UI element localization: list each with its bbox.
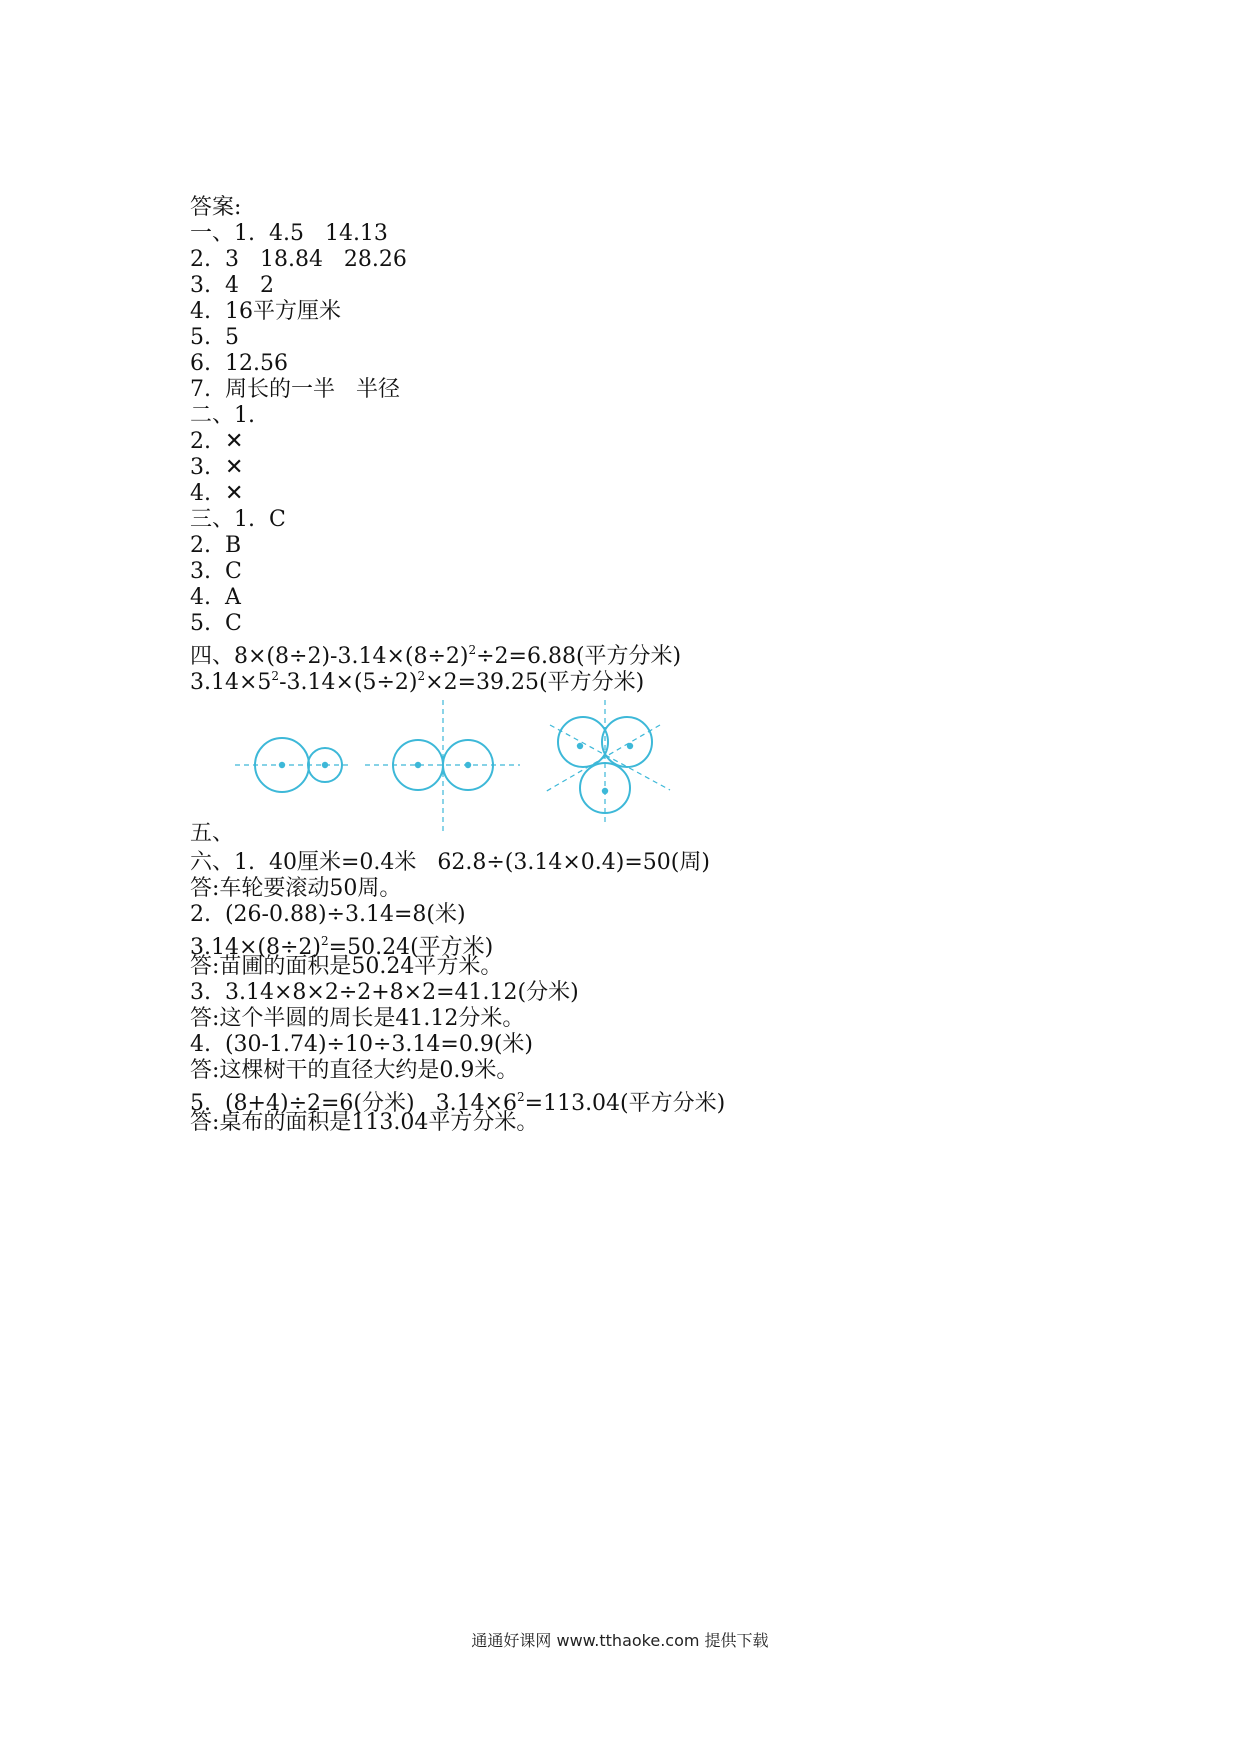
answers-sections-1-3 — [190, 195, 1090, 695]
center-dot — [602, 788, 608, 794]
answer-line: $3.14\times(8\div 2)^2=50.24$(平方米) — [190, 934, 494, 960]
center-dot — [465, 762, 471, 768]
circle-top-right — [602, 717, 652, 767]
answer-line: 2. 3 18.84 28.26 — [190, 247, 407, 272]
answer-line: 6. 12.56 — [190, 351, 288, 376]
answer-line: 3. 3.14×8×2÷2+8×2=41.12(分米) — [190, 980, 579, 1005]
answer-line: 5. (8+4)÷2=6(分米) $3.14\times 6^2=113.04$(平方分米) — [190, 1090, 726, 1116]
answer-line: 3. 4 2 — [190, 273, 274, 298]
symmetry-circles-figure — [225, 700, 685, 840]
answer-line: 答:车轮要滚动50周。 — [190, 876, 402, 901]
answer-line: 4. (30-1.74)÷10÷3.14=0.9(米) — [190, 1032, 533, 1057]
answer-line: 2. (26-0.88)÷3.14=8(米) — [190, 902, 466, 927]
center-dot — [415, 762, 421, 768]
footer-credit: 通通好课网 www.tthaoke.com 提供下载 — [471, 1631, 769, 1650]
answer-line: 二、1. — [190, 403, 255, 428]
answer-line: 三、1. C — [190, 507, 286, 532]
section4-line2: $3.14\times 5^2-3.14\times(5\div 2)^2\times 2=39.25$(平方分米) — [190, 669, 645, 695]
answer-line: 3. ✕ — [190, 455, 244, 480]
answer-line: 2. B — [190, 533, 242, 558]
circle-top-left — [558, 717, 608, 767]
answer-line: 4. 16平方厘米 — [190, 299, 341, 324]
center-dot — [322, 762, 328, 768]
answer-line: 答:这个半圆的周长是41.12分米。 — [190, 1006, 525, 1031]
answer-line: 一、1. 4.5 14.13 — [190, 221, 388, 246]
answer-line: 4. A — [190, 585, 241, 610]
answer-line: 5. 5 — [190, 325, 239, 350]
answer-line: 7. 周长的一半 半径 — [190, 377, 400, 402]
answer-line: 2. ✕ — [190, 429, 244, 454]
section4-line1: 四、$8\times(8\div 2)-3.14\times(8\div 2)^2\div 2=6.88$(平方分米) — [190, 643, 682, 669]
center-dot — [279, 762, 285, 768]
answer-line: 3. C — [190, 559, 242, 584]
center-dot — [577, 743, 583, 749]
answer-title: 答案: — [190, 195, 242, 220]
axis-line — [550, 725, 670, 790]
answer-line: 六、1. 40厘米=0.4米 62.8÷(3.14×0.4)=50(周) — [190, 850, 710, 875]
answer-line: 5. C — [190, 611, 242, 636]
answers-section-6 — [190, 850, 1090, 1136]
answer-line: 4. ✕ — [190, 481, 244, 506]
answer-line: 答:这棵树干的直径大约是0.9米。 — [190, 1058, 519, 1083]
answer-line: 答:桌布的面积是113.04平方分米。 — [190, 1110, 539, 1135]
section5-label: 五、 — [190, 821, 235, 846]
answer-line: 答:苗圃的面积是50.24平方米。 — [190, 954, 503, 979]
center-dot — [627, 743, 633, 749]
